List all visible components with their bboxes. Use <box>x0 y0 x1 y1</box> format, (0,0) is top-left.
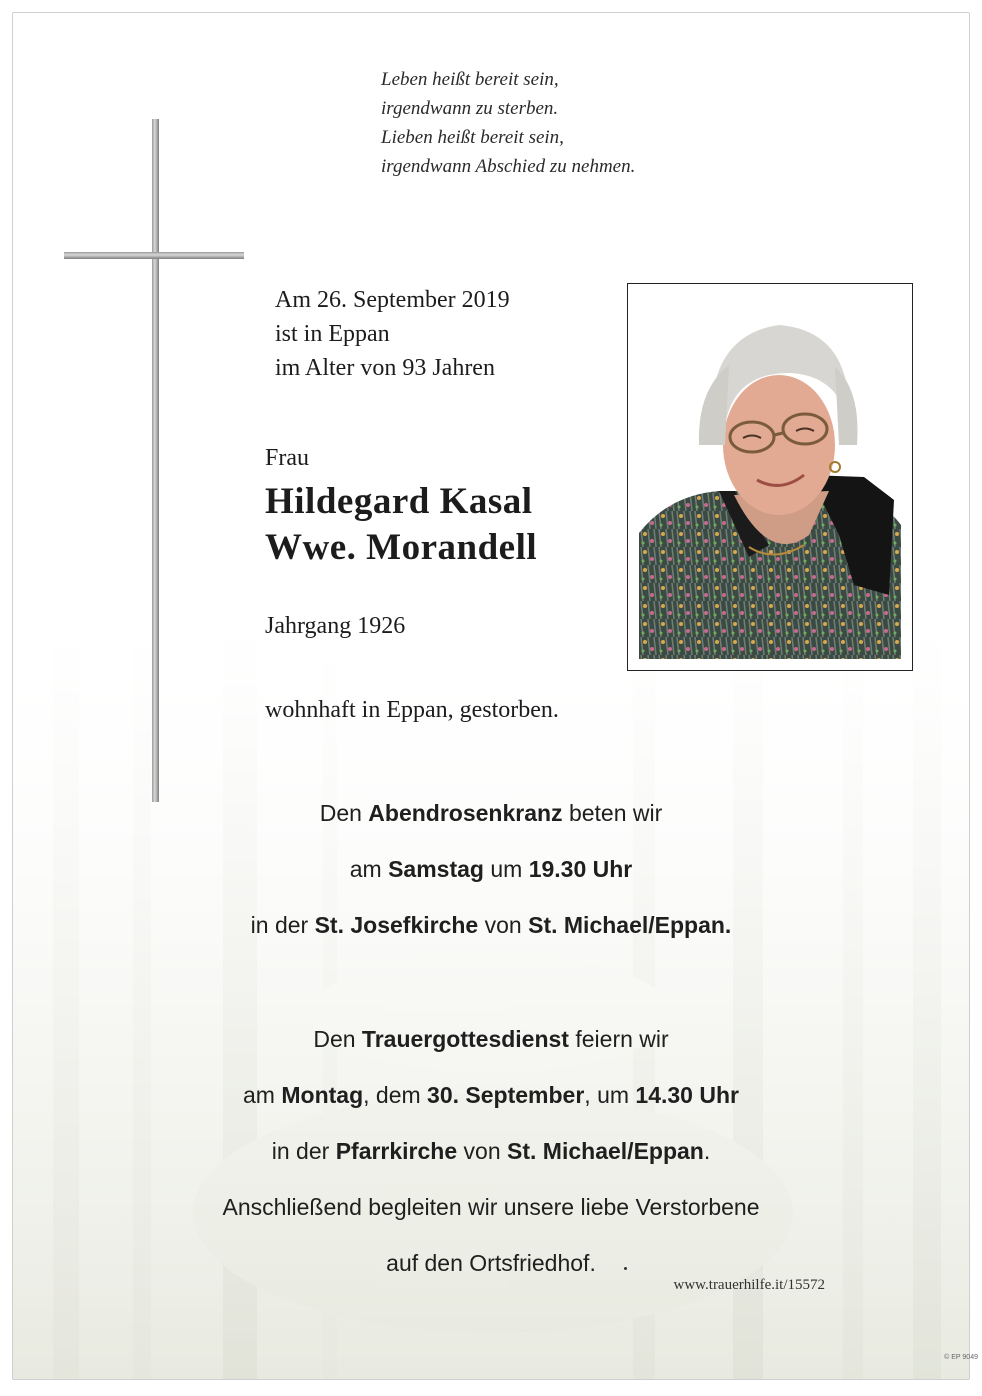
rosary-line-3: in der St. Josefkirche von St. Michael/Eppan. <box>250 912 732 938</box>
death-announcement <box>275 283 510 385</box>
rosary-line-1: Den Abendrosenkranz beten wir <box>319 800 663 826</box>
motto-line: Leben heißt bereit sein, <box>381 69 559 90</box>
print-code: © EP 9049 <box>944 1354 978 1361</box>
portrait-photo <box>639 295 901 659</box>
death-date-line: Am 26. September 2019 <box>275 287 510 313</box>
cross-horizontal-bar <box>64 252 244 259</box>
funeral-line-1: Den Trauergottesdienst feiern wir <box>313 1026 669 1052</box>
deceased-name <box>265 479 537 571</box>
obituary-card <box>12 12 970 1380</box>
age-line: im Alter von 93 Jahren <box>275 355 495 381</box>
portrait-frame <box>627 283 913 671</box>
funeral-line-2: am Montag, dem 30. September, um 14.30 Uhr <box>243 1082 739 1108</box>
salutation: Frau <box>265 445 309 471</box>
funeral-line-5: auf den Ortsfriedhof. <box>386 1250 596 1276</box>
motto-line: Lieben heißt bereit sein, <box>381 127 564 148</box>
residence-line: wohnhaft in Eppan, gestorben. <box>265 697 559 723</box>
funeral-announcement <box>13 1011 969 1291</box>
death-place-line: ist in Eppan <box>275 321 390 347</box>
motto-line: irgendwann zu sterben. <box>381 98 559 119</box>
memorial-url[interactable]: www.trauerhilfe.it/15572 <box>673 1277 825 1293</box>
name-line-1: Hildegard Kasal <box>265 481 533 522</box>
rosary-line-2: am Samstag um 19.30 Uhr <box>349 856 633 882</box>
motto-verse <box>381 65 635 181</box>
birth-year: Jahrgang 1926 <box>265 613 406 639</box>
motto-line: irgendwann Abschied zu nehmen. <box>381 156 636 177</box>
rosary-announcement <box>13 785 969 953</box>
cross-vertical-bar <box>152 119 159 802</box>
funeral-line-3: in der Pfarrkirche von St. Michael/Eppan. <box>271 1138 711 1164</box>
name-line-2: Wwe. Morandell <box>265 527 538 568</box>
stray-dot <box>624 1267 627 1270</box>
funeral-line-4: Anschließend begleiten wir unsere liebe Verstorbene <box>222 1194 760 1220</box>
